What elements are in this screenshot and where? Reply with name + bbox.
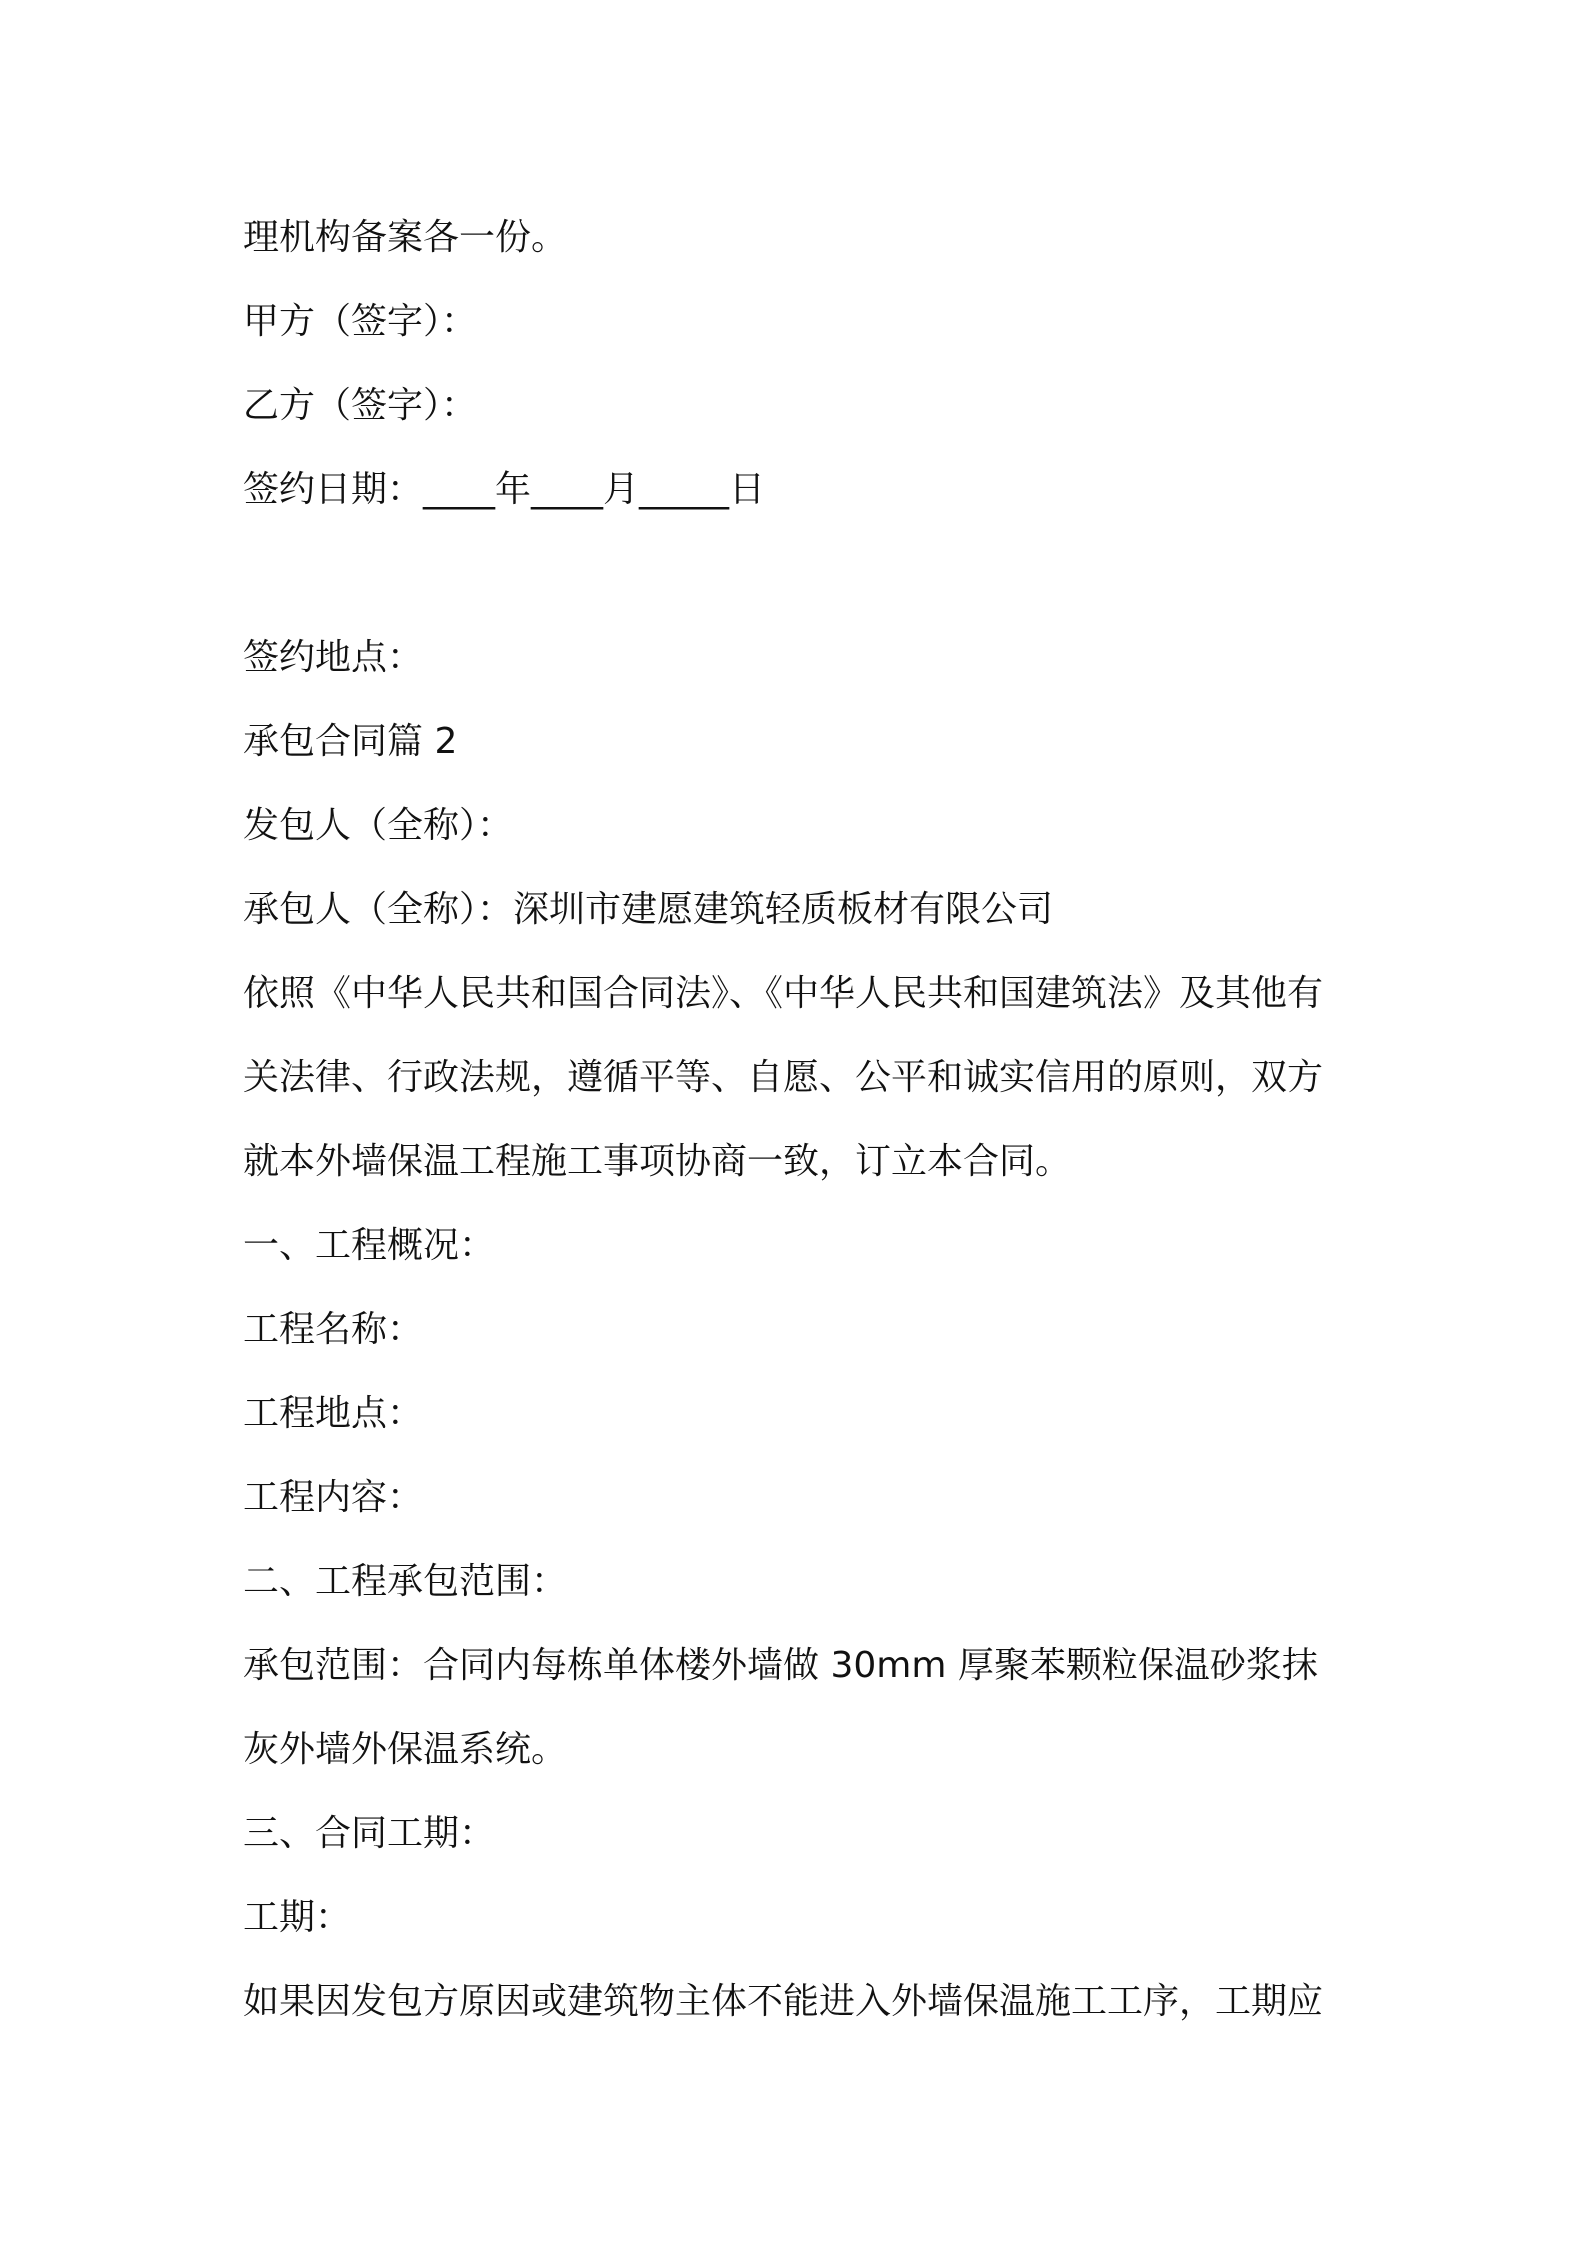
- document-body: [243, 196, 1363, 2044]
- project-name-line: 工程名称：: [243, 1309, 424, 1350]
- clause-heading: 二、工程承包范围：: [243, 1561, 568, 1602]
- paragraph-line: 承包范围：合同内每栋单体楼外墙做 30mm 厚聚苯颗粒保温砂浆抹: [243, 1645, 1318, 1686]
- party-b-signature-line: 乙方（签字）：: [243, 385, 478, 426]
- signing-date-line: 签约日期：____年____月_____日: [243, 469, 766, 510]
- project-content-line: 工程内容：: [243, 1477, 424, 1518]
- section-heading: 承包合同篇 2: [243, 721, 458, 762]
- clause-heading: 三、合同工期：: [243, 1813, 496, 1854]
- party-a-signature-line: 甲方（签字）：: [243, 301, 478, 342]
- paragraph-line: 就本外墙保温工程施工事项协商一致，订立本合同。: [243, 1141, 1072, 1182]
- project-location-line: 工程地点：: [243, 1393, 424, 1434]
- clause-heading: 一、工程概况：: [243, 1225, 496, 1266]
- paragraph-line: 依照《中华人民共和国合同法》、《中华人民共和国建筑法》及其他有: [243, 973, 1324, 1014]
- text-line: 理机构备案各一份。: [243, 217, 568, 258]
- paragraph-line: 灰外墙外保温系统。: [243, 1729, 568, 1770]
- employer-line: 发包人（全称）：: [243, 805, 514, 846]
- blank-line: [243, 532, 1363, 616]
- duration-line: 工期：: [243, 1897, 352, 1938]
- contractor-line: 承包人（全称）：深圳市建愿建筑轻质板材有限公司: [243, 889, 1054, 930]
- signing-place-line: 签约地点：: [243, 637, 424, 678]
- paragraph-line: 如果因发包方原因或建筑物主体不能进入外墙保温施工工序，工期应: [243, 1981, 1324, 2022]
- paragraph-line: 关法律、行政法规，遵循平等、自愿、公平和诚实信用的原则，双方: [243, 1057, 1324, 1098]
